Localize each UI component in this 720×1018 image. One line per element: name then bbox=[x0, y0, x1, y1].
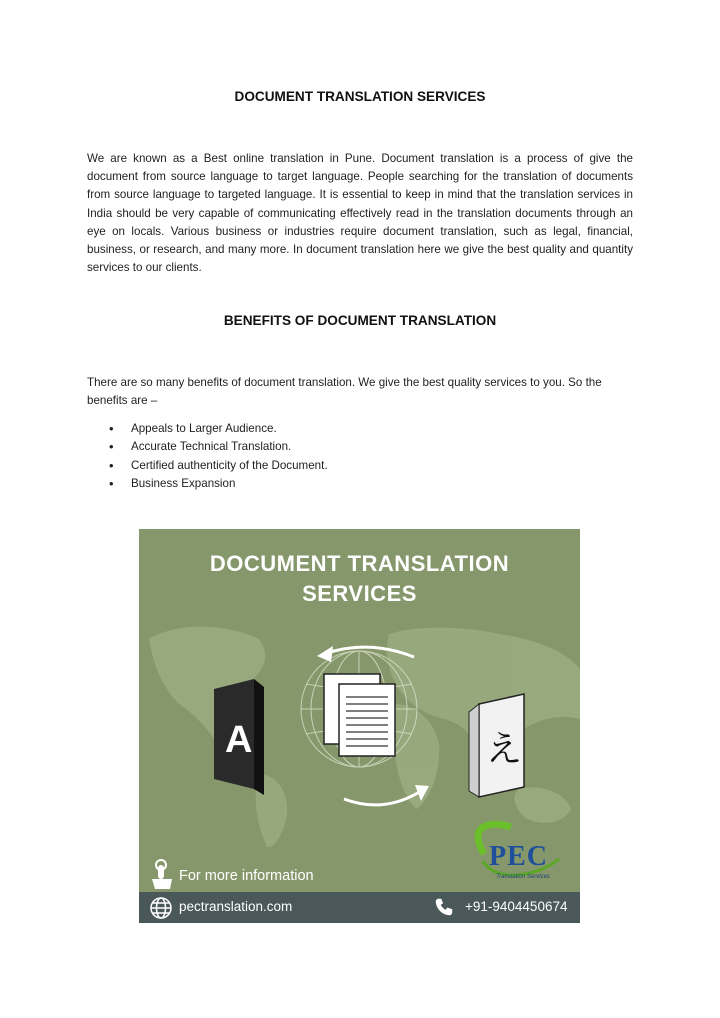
list-item: • Business Expansion bbox=[87, 475, 328, 493]
page-title: DOCUMENT TRANSLATION SERVICES bbox=[234, 89, 486, 104]
phone-number: +91-9404450674 bbox=[465, 899, 568, 914]
phone-icon bbox=[433, 896, 455, 918]
banner-footer bbox=[139, 892, 580, 923]
website-text: pectranslation.com bbox=[179, 899, 293, 914]
benefits-heading: BENEFITS OF DOCUMENT TRANSLATION bbox=[223, 313, 497, 328]
benefits-intro: There are so many benefits of document translation. We give the best quality services to you. So the benefits are – bbox=[87, 376, 602, 408]
logo: PEC bbox=[489, 841, 548, 872]
source-language-glyph: A bbox=[225, 719, 253, 761]
benefits-list bbox=[87, 420, 328, 493]
list-item: • Appeals to Larger Audience. bbox=[87, 420, 328, 438]
banner-title bbox=[139, 549, 580, 609]
banner-title-line1: DOCUMENT TRANSLATION bbox=[209, 551, 510, 576]
target-language-glyph: え bbox=[486, 729, 523, 770]
intro-paragraph: We are known as a Best online translation in Pune. Document translation is a process of give the document from source language to target language. People searching for the translation of documents from source language to targeted language. It is essential to keep in mind that the translation services in India should be very capable of communicating effectively read in the translation documents through an eye on locals. Various business or industries require document translation, such as legal, financial, business, or research, and many more. In document translation here we give the best quality and quantity services to our clients. bbox=[87, 152, 633, 275]
hand-pointer-icon bbox=[152, 860, 172, 889]
list-item: • Certified authenticity of the Document. bbox=[87, 457, 328, 475]
logo-subtitle: Translation Services bbox=[496, 874, 550, 880]
list-item: • Accurate Technical Translation. bbox=[87, 438, 328, 456]
documents-icon bbox=[324, 674, 395, 756]
more-info-text: For more information bbox=[179, 868, 314, 884]
web-globe-icon bbox=[149, 896, 173, 920]
banner-title-line2: SERVICES bbox=[302, 581, 417, 606]
promo-banner-image bbox=[139, 529, 580, 923]
